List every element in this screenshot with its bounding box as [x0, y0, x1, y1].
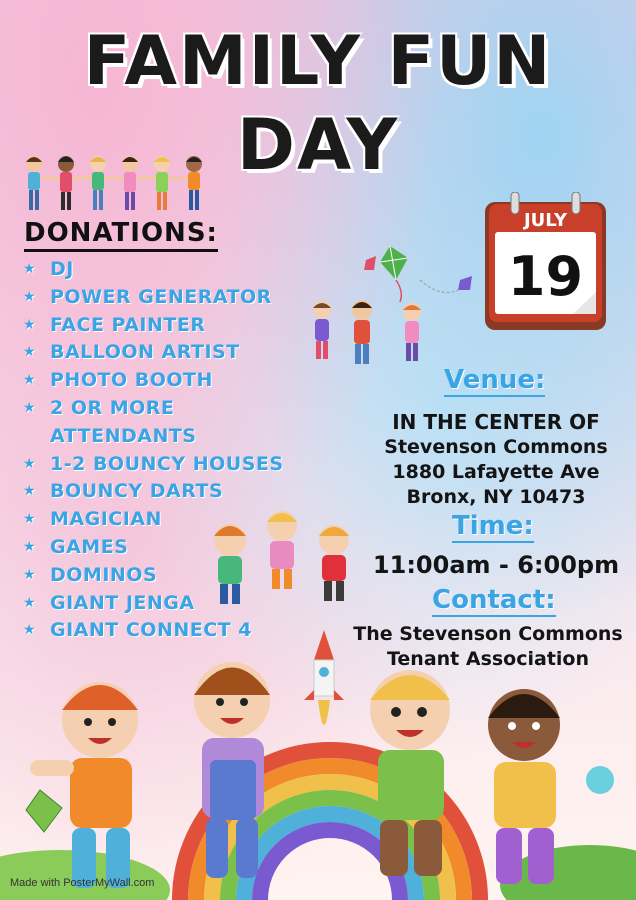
time-value: 11:00am - 6:00pm — [372, 551, 620, 579]
star-icon: ★ — [23, 622, 37, 639]
contact-line1: The Stevenson Commons — [353, 623, 623, 645]
running-kids-illustration — [300, 296, 450, 376]
donations-heading: DONATIONS: — [24, 218, 218, 252]
donation-item: ★ DJ — [20, 256, 320, 284]
donation-item: ★ BALLOON ARTIST — [20, 339, 320, 367]
contact-heading: Contact: — [432, 585, 556, 615]
star-icon: ★ — [23, 372, 37, 389]
kite-icon — [26, 790, 62, 832]
donation-item: ★ PHOTO BOOTH — [20, 367, 320, 395]
donation-item: ★ MAGICIAN — [20, 506, 320, 534]
star-icon: ★ — [23, 261, 37, 277]
star-icon: ★ — [23, 538, 37, 555]
star-icon: ★ — [23, 594, 37, 611]
calendar-icon — [483, 192, 608, 332]
donation-item: ★ BOUNCY DARTS — [20, 478, 320, 506]
star-icon: ★ — [23, 483, 37, 500]
watermark-text: Made with PosterMyWall.com — [10, 877, 155, 889]
donation-item: ★ POWER GENERATOR — [20, 284, 320, 312]
poster-title-line1: FAMILY FUN — [83, 22, 553, 101]
kids-holding-hands-illustration — [20, 152, 240, 220]
donation-item-continuation: ATTENDANTS — [50, 424, 197, 447]
contact-line2: Tenant Association — [386, 648, 590, 670]
time-heading: Time: — [452, 511, 534, 541]
donation-item: ★ GIANT JENGA — [20, 590, 320, 618]
star-icon: ★ — [23, 344, 37, 361]
star-icon: ★ — [23, 511, 37, 528]
venue-line1: IN THE CENTER OF — [392, 410, 600, 434]
star-icon: ★ — [23, 316, 37, 333]
star-icon: ★ — [23, 288, 37, 305]
star-icon: ★ — [23, 455, 37, 472]
jumping-kids-illustration — [200, 500, 370, 610]
calendar-month: JULY — [523, 210, 568, 231]
venue-line3: 1880 Lafayette Ave — [392, 461, 600, 483]
venue-address — [360, 410, 632, 510]
rocket-icon — [304, 630, 344, 725]
donation-item: ★ 1-2 BOUNCY HOUSES — [20, 451, 320, 479]
donation-item: ★ 2 OR MORE — [20, 395, 320, 423]
venue-line2: Stevenson Commons — [384, 436, 608, 458]
donation-item: ★ FACE PAINTER — [20, 312, 320, 340]
star-icon: ★ — [23, 399, 37, 416]
venue-line4: Bronx, NY 10473 — [406, 486, 586, 508]
calendar-day: 19 — [507, 245, 584, 308]
star-icon: ★ — [23, 566, 37, 583]
donation-item: ★ GIANT CONNECT 4 — [20, 617, 320, 645]
donation-item: ★ DOMINOS — [20, 562, 320, 590]
venue-heading: Venue: — [444, 365, 546, 395]
rainbow-kids-scene-illustration — [0, 600, 636, 900]
poster-title-line2: DAY — [236, 104, 400, 186]
donation-item: ★ GAMES — [20, 534, 320, 562]
